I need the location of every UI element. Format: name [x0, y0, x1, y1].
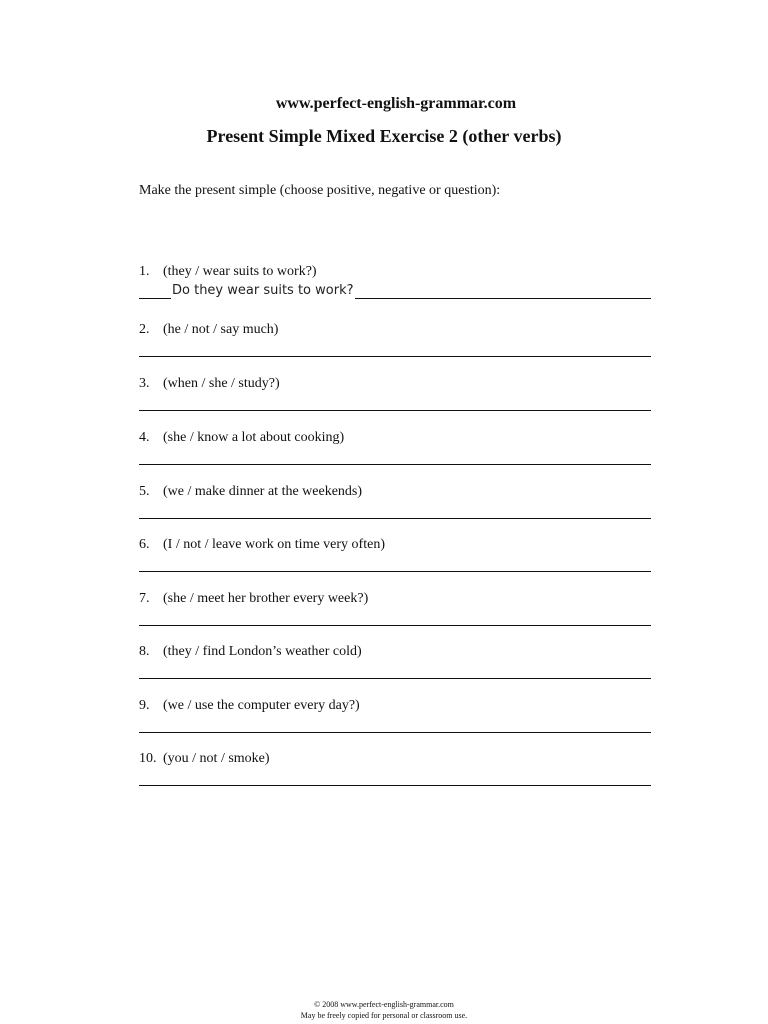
exercise-item	[139, 263, 651, 303]
footer-license: May be freely copied for personal or classroom use.	[300, 1011, 468, 1020]
answer-line[interactable]	[139, 464, 651, 465]
exercise-prompt	[139, 750, 270, 768]
answer-text: Do they wear suits to work?	[172, 283, 354, 298]
exercise-number: 5.	[139, 484, 150, 499]
exercise-prompt	[139, 263, 317, 281]
instructions: Make the present simple (choose positive, negative or question):	[139, 183, 501, 198]
exercise-prompt	[139, 643, 362, 661]
answer-line[interactable]	[139, 678, 651, 679]
exercise-number: 3.	[139, 376, 150, 391]
exercise-number: 4.	[139, 430, 150, 445]
exercise-item	[139, 643, 651, 683]
site-url: www.perfect-english-grammar.com	[275, 95, 517, 112]
exercise-prompt-text: (she / know a lot about cooking)	[163, 430, 345, 445]
exercise-item	[139, 429, 651, 469]
exercise-number: 9.	[139, 698, 150, 713]
answer-line[interactable]	[139, 356, 651, 357]
exercise-prompt-text: (I / not / leave work on time very often)	[163, 537, 385, 552]
exercise-item	[139, 375, 651, 415]
exercise-item	[139, 321, 651, 361]
exercise-item	[139, 590, 651, 630]
answer-line[interactable]	[139, 625, 651, 626]
exercise-prompt	[139, 483, 362, 501]
answer-line[interactable]	[139, 518, 651, 519]
exercise-prompt	[139, 321, 278, 339]
exercise-prompt	[139, 697, 360, 715]
exercise-prompt-text: (she / meet her brother every week?)	[163, 591, 369, 606]
footer-copyright: © 2008 www.perfect-english-grammar.com	[314, 1000, 454, 1009]
exercise-prompt-text: (we / make dinner at the weekends)	[163, 484, 363, 499]
exercise-prompt-text: (we / use the computer every day?)	[163, 698, 360, 713]
exercise-prompt-text: (they / find London’s weather cold)	[163, 644, 362, 659]
exercise-prompt-text: (when / she / study?)	[163, 376, 280, 391]
answer-line[interactable]	[139, 571, 651, 572]
exercise-item	[139, 750, 651, 790]
exercise-number: 7.	[139, 591, 150, 606]
footer	[0, 999, 768, 1021]
exercise-prompt	[139, 375, 280, 393]
exercise-item	[139, 483, 651, 523]
exercise-number: 2.	[139, 322, 150, 337]
exercise-number: 8.	[139, 644, 150, 659]
exercise-number: 1.	[139, 264, 150, 279]
answer-line[interactable]	[139, 410, 651, 411]
page-title: Present Simple Mixed Exercise 2 (other verbs)	[206, 126, 562, 146]
exercise-number: 10.	[139, 751, 157, 766]
exercise-item	[139, 697, 651, 737]
exercise-item	[139, 536, 651, 576]
answer-line[interactable]	[139, 785, 651, 786]
exercise-prompt	[139, 429, 344, 447]
exercise-prompt-text: (he / not / say much)	[163, 322, 279, 337]
exercise-prompt-text: (they / wear suits to work?)	[163, 264, 317, 279]
exercise-prompt	[139, 590, 368, 608]
exercise-number: 6.	[139, 537, 150, 552]
exercise-prompt	[139, 536, 385, 554]
answer-line[interactable]	[139, 732, 651, 733]
exercise-prompt-text: (you / not / smoke)	[163, 751, 270, 766]
